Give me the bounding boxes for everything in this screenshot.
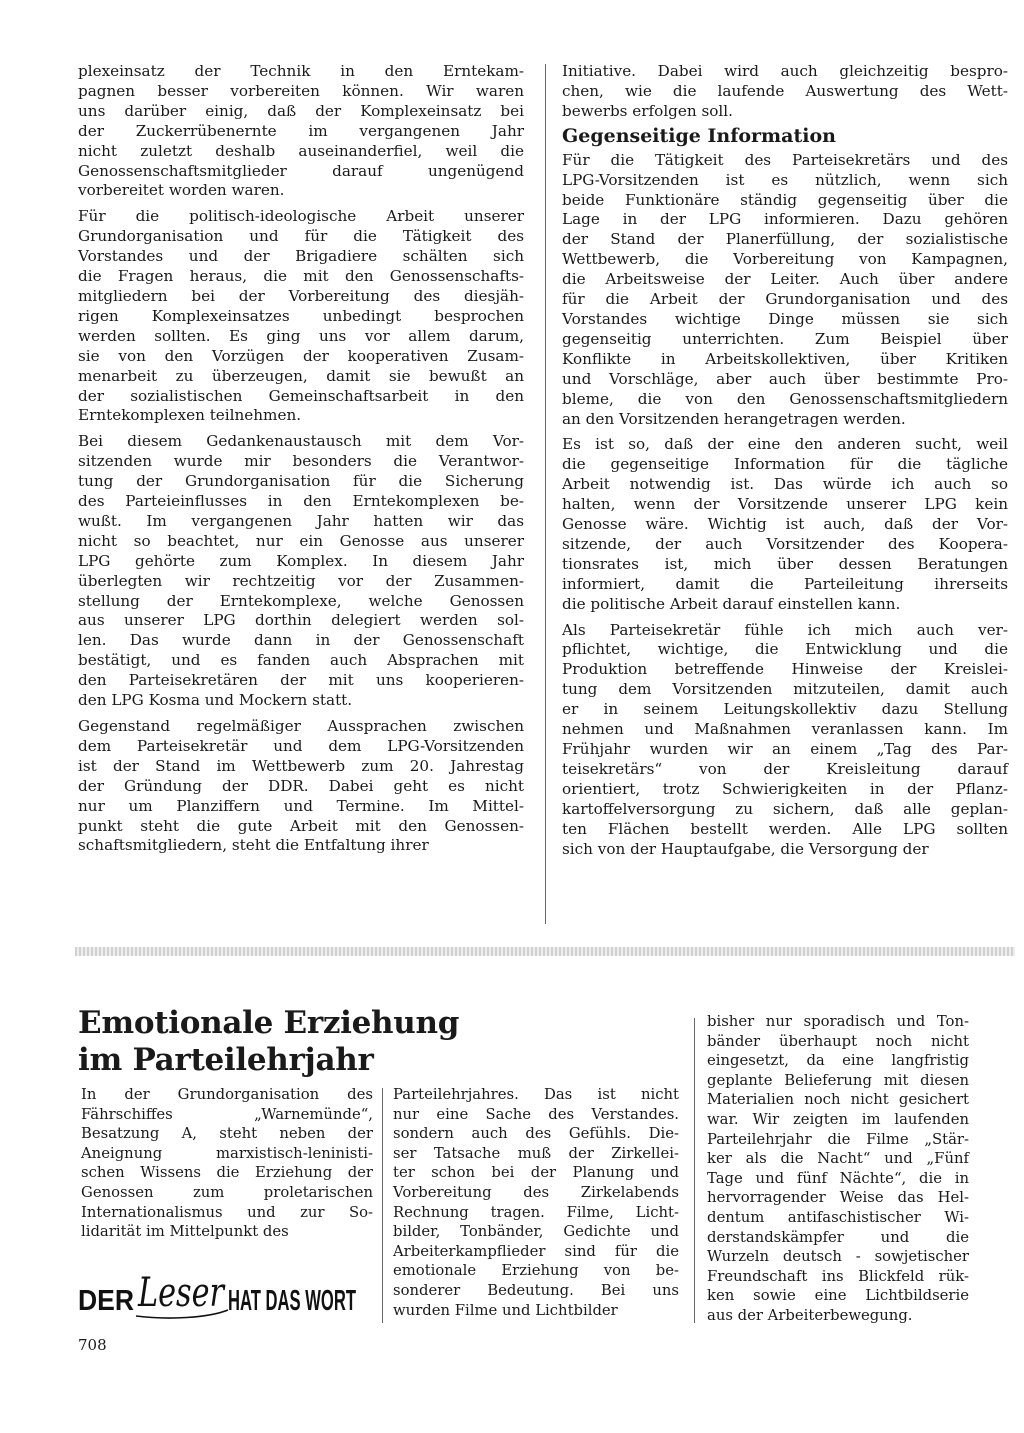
column-divider-bottom-1 (382, 1088, 383, 1323)
text-line: In der Grundorganisation des (81, 1086, 373, 1103)
text-line: mitgliedern bei der Vorbereitung des diesjäh- (78, 286, 524, 305)
text-line: Rechnung tragen. Filme, Licht- (393, 1203, 679, 1221)
text-line: chen, wie die laufende Auswertung des Wett- (562, 81, 1008, 100)
text-line: Parteilehrjahres. Das ist nicht (393, 1086, 679, 1103)
text-line: Fährschiffes „Warnemünde“, (81, 1105, 373, 1123)
text-line: kartoffelversorgung zu sichern, daß alle geplan- (562, 799, 1008, 818)
text-line: hervorragender Weise das Hel- (707, 1189, 969, 1207)
text-line: schen Wissens die Erziehung der (81, 1164, 373, 1182)
text-line: Lage in der LPG informieren. Dazu gehören (562, 210, 1008, 229)
text-line: die Fragen heraus, die mit den Genossenschafts- (78, 267, 524, 286)
bottom-col3-lines (707, 1012, 969, 1326)
text-line: bestätigt, und es fanden auch Absprachen mit (78, 651, 524, 670)
text-line: lidarität im Mittelpunkt des (81, 1223, 289, 1241)
subheading: Gegenseitige Information (562, 124, 836, 147)
text-line: Genosse wäre. Wichtig ist auch, daß der Vor- (562, 515, 1008, 534)
column-divider-bottom-2 (694, 1018, 695, 1323)
text-line: bilder, Tonbänder, Gedichte und (393, 1223, 679, 1241)
text-line: plexeinsatz der Technik in den Erntekam- (78, 62, 524, 80)
text-line: pagnen besser vorbereiten können. Wir waren (78, 81, 524, 100)
text-line: Konflikte in Arbeitskollektiven, über Kritiken (562, 349, 1008, 368)
text-line: Gegenstand regelmäßiger Aussprachen zwischen (78, 717, 524, 735)
top-col1-lines (78, 62, 524, 856)
text-line: aus der Arbeiterbewegung. (707, 1306, 913, 1324)
text-line: Genossen zum proletarischen (81, 1183, 373, 1201)
text-line: beide Funktionäre ständig gegenseitig über die (562, 190, 1008, 209)
text-line: Initiative. Dabei wird auch gleichzeitig bespro- (562, 62, 1008, 80)
text-line: tung der Grundorganisation für die Sicherung (78, 472, 524, 491)
top-col2-body (562, 151, 1008, 860)
text-line: halten, wenn der Vorsitzende unserer LPG kein (562, 495, 1008, 514)
text-line: Arbeiterkampflieder sind für die (393, 1242, 679, 1260)
text-line: sitzenden wurde mir besonders die Verantwor- (78, 452, 524, 471)
text-line: Wettbewerb, die Vorbereitung von Kampagnen, (562, 250, 1008, 269)
text-line: ken sowie eine Lichtbildserie (707, 1287, 969, 1305)
bottom-col1-lines (81, 1085, 373, 1242)
text-line: Als Parteisekretär fühle ich mich auch ver- (562, 620, 1008, 639)
text-line: schaftsmitgliedern, steht die Entfaltung ihrer (78, 836, 429, 855)
text-line: Produktion betreffende Hinweise der Kreislei- (562, 660, 1008, 679)
logo-script-text: Leser (137, 1270, 227, 1316)
text-line: Genossenschaftsmitglieder darauf ungenügend (78, 161, 524, 180)
text-line: nur um Planziffern und Termine. Im Mittel- (78, 796, 524, 815)
text-line: Für die politisch-ideologische Arbeit unserer (78, 207, 524, 226)
text-line: den LPG Kosma und Mockern statt. (78, 691, 353, 710)
text-line: sich von der Hauptaufgabe, die Versorgung der (562, 839, 929, 858)
text-line: Materialien noch nicht gesichert (707, 1091, 969, 1109)
text-line: Erntekomplexen teilnehmen. (78, 406, 302, 425)
column-divider-top (545, 64, 546, 924)
text-line: nicht so beachtet, nur ein Genosse aus unserer (78, 531, 524, 550)
text-line: bisher nur sporadisch und Ton- (707, 1013, 969, 1030)
logo-der-text: DER (78, 1285, 135, 1317)
text-line: uns darüber einig, daß der Komplexeinsatz bei (78, 101, 524, 120)
text-line: bleme, die von den Genossenschaftsmitgliedern (562, 389, 1008, 408)
text-line: nicht zuletzt deshalb auseinanderfiel, weil die (78, 141, 524, 160)
bottom-article-column-1 (81, 1085, 373, 1242)
text-line: des Parteieinflusses in den Erntekomplexen be- (78, 492, 524, 511)
text-line: stellung der Erntekomplexe, welche Genossen (78, 591, 524, 610)
text-line: die Arbeitsweise der Leiter. Auch über andere (562, 270, 1008, 289)
text-line: der Gründung der DDR. Dabei geht es nicht (78, 776, 524, 795)
text-line: aus unserer LPG dorthin delegiert werden sol- (78, 611, 524, 630)
logo-hat-das-wort-text: HAT DAS WORT (228, 1285, 357, 1317)
text-line: Arbeit notwendig ist. Das würde ich auch so (562, 475, 1008, 494)
text-line: Tage und fünf Nächte“, die in (707, 1169, 969, 1187)
text-line: gegenseitig unterrichten. Zum Beispiel über (562, 329, 1008, 348)
text-line: vorbereitet worden waren. (78, 181, 285, 200)
text-line: Frühjahr wurden wir an einem „Tag des Par- (562, 740, 1008, 758)
text-line: Besatzung A, steht neben der (81, 1125, 373, 1143)
bottom-article-column-3 (707, 1012, 969, 1326)
text-line: rigen Komplexeinsatzes unbedingt besprochen (78, 306, 524, 325)
text-line: sitzende, der auch Vorsitzender des Koopera- (562, 534, 1008, 553)
der-leser-hat-das-wort-logo (78, 1260, 358, 1325)
text-line: ker als die Nacht“ und „Fünf (707, 1150, 969, 1168)
text-line: eingesetzt, da eine langfristig (707, 1052, 969, 1070)
text-line: LPG-Vorsitzenden ist es nützlich, wenn sich (562, 170, 1008, 189)
text-line: Wurzeln deutsch - sowjetischer (707, 1248, 969, 1266)
page-number: 708 (78, 1336, 107, 1354)
text-line: ten Flächen bestellt werden. Alle LPG sollten (562, 819, 1008, 838)
text-line: sonderer Bedeutung. Bei uns (393, 1281, 679, 1299)
text-line: Vorstandes und der Brigadiere schälten sich (78, 247, 524, 266)
text-line: informiert, damit die Parteileitung ihrerseits (562, 574, 1008, 593)
text-line: nur eine Sache des Verstandes. (393, 1105, 679, 1123)
headline-line-1: Emotionale Erziehung (78, 1005, 460, 1041)
text-line: pflichtet, wichtige, die Entwicklung und die (562, 640, 1008, 659)
text-line: war. Wir zeigten im laufenden (707, 1110, 969, 1128)
text-line: ist der Stand im Wettbewerb zum 20. Jahrestag (78, 756, 524, 775)
text-line: wußt. Im vergangenen Jahr hatten wir das (78, 511, 524, 530)
text-line: ser Tatsache muß der Zirkellei- (393, 1144, 679, 1162)
text-line: Vorbereitung des Zirkelabends (393, 1183, 679, 1201)
text-line: der Zuckerrübenernte im vergangenen Jahr (78, 121, 524, 140)
text-line: tionsrates ist, mich über dessen Beratungen (562, 554, 1008, 573)
text-line: für die Arbeit der Grundorganisation und des (562, 290, 1008, 309)
text-line: Es ist so, daß der eine den anderen sucht, weil (562, 435, 1008, 454)
text-line: ter schon bei der Planung und (393, 1164, 679, 1182)
text-line: len. Das wurde dann in der Genossenschaft (78, 631, 524, 650)
text-line: bänder überhaupt noch nicht (707, 1032, 969, 1050)
text-line: menarbeit zu überzeugen, damit sie bewußt an (78, 366, 524, 385)
text-line: sie von den Vorzügen der kooperativen Zusam- (78, 346, 524, 365)
text-line: orientiert, trotz Schwierigkeiten in der Pflanz- (562, 779, 1008, 798)
text-line: überlegten wir rechtzeitig vor der Zusammen- (78, 571, 524, 590)
text-line: sondern auch des Gefühls. Die- (393, 1125, 679, 1143)
text-line: LPG gehörte zum Komplex. In diesem Jahr (78, 551, 524, 570)
text-line: den Parteisekretären der mit uns kooperieren- (78, 671, 524, 690)
text-line: werden sollten. Es ging uns vor allem darum, (78, 326, 524, 345)
top-article-column-1 (78, 62, 524, 856)
text-line: wurden Filme und Lichtbilder (393, 1301, 618, 1319)
text-line: und Vorschläge, aber auch über bestimmte Pro- (562, 369, 1008, 388)
top-col2-intro (562, 62, 1008, 122)
text-line: Grundorganisation und für die Tätigkeit des (78, 227, 524, 246)
bottom-headline (78, 1005, 459, 1079)
text-line: Aneignung marxistisch-leninisti- (81, 1144, 373, 1162)
text-line: Internationalismus und zur So- (81, 1203, 373, 1221)
text-line: bewerbs erfolgen soll. (562, 101, 733, 120)
text-line: an den Vorsitzenden herangetragen werden. (562, 409, 906, 428)
text-line: tung dem Vorsitzenden mitzuteilen, damit auch (562, 680, 1008, 699)
text-line: die politische Arbeit darauf einstellen kann. (562, 594, 901, 613)
text-line: geplante Belieferung mit diesen (707, 1071, 969, 1089)
text-line: er in seinem Leitungskollektiv dazu Stellung (562, 700, 1008, 719)
text-line: der Stand der Planerfüllung, der sozialistische (562, 230, 1008, 249)
text-line: nehmen und Maßnahmen veranlassen kann. Im (562, 720, 1008, 739)
top-article-column-2 (562, 62, 1008, 859)
text-line: Freundschaft ins Blickfeld rük- (707, 1267, 969, 1285)
text-line: dentum antifaschistischer Wi- (707, 1208, 969, 1226)
headline-line-2: im Parteilehrjahr (78, 1042, 374, 1078)
text-line: die gegenseitige Information für die tägliche (562, 455, 1008, 474)
bottom-article-column-2 (393, 1085, 679, 1320)
text-line: der sozialistischen Gemeinschaftsarbeit in den (78, 386, 524, 405)
text-line: Bei diesem Gedankenaustausch mit dem Vor- (78, 432, 524, 451)
text-line: punkt steht die gute Arbeit mit den Genossen- (78, 816, 524, 835)
text-line: dem Parteisekretär und dem LPG-Vorsitzenden (78, 736, 524, 755)
text-line: Für die Tätigkeit des Parteisekretärs und des (562, 150, 1008, 169)
bottom-col2-lines (393, 1085, 679, 1320)
text-line: Parteilehrjahr die Filme „Stär- (707, 1130, 969, 1148)
section-divider-rule (75, 947, 1015, 956)
text-line: emotionale Erziehung von be- (393, 1262, 679, 1280)
text-line: Vorstandes wichtige Dinge müssen sie sich (562, 309, 1008, 328)
text-line: derstandskämpfer und die (707, 1228, 969, 1246)
text-line: teisekretärs“ von der Kreisleitung darauf (562, 759, 1008, 778)
